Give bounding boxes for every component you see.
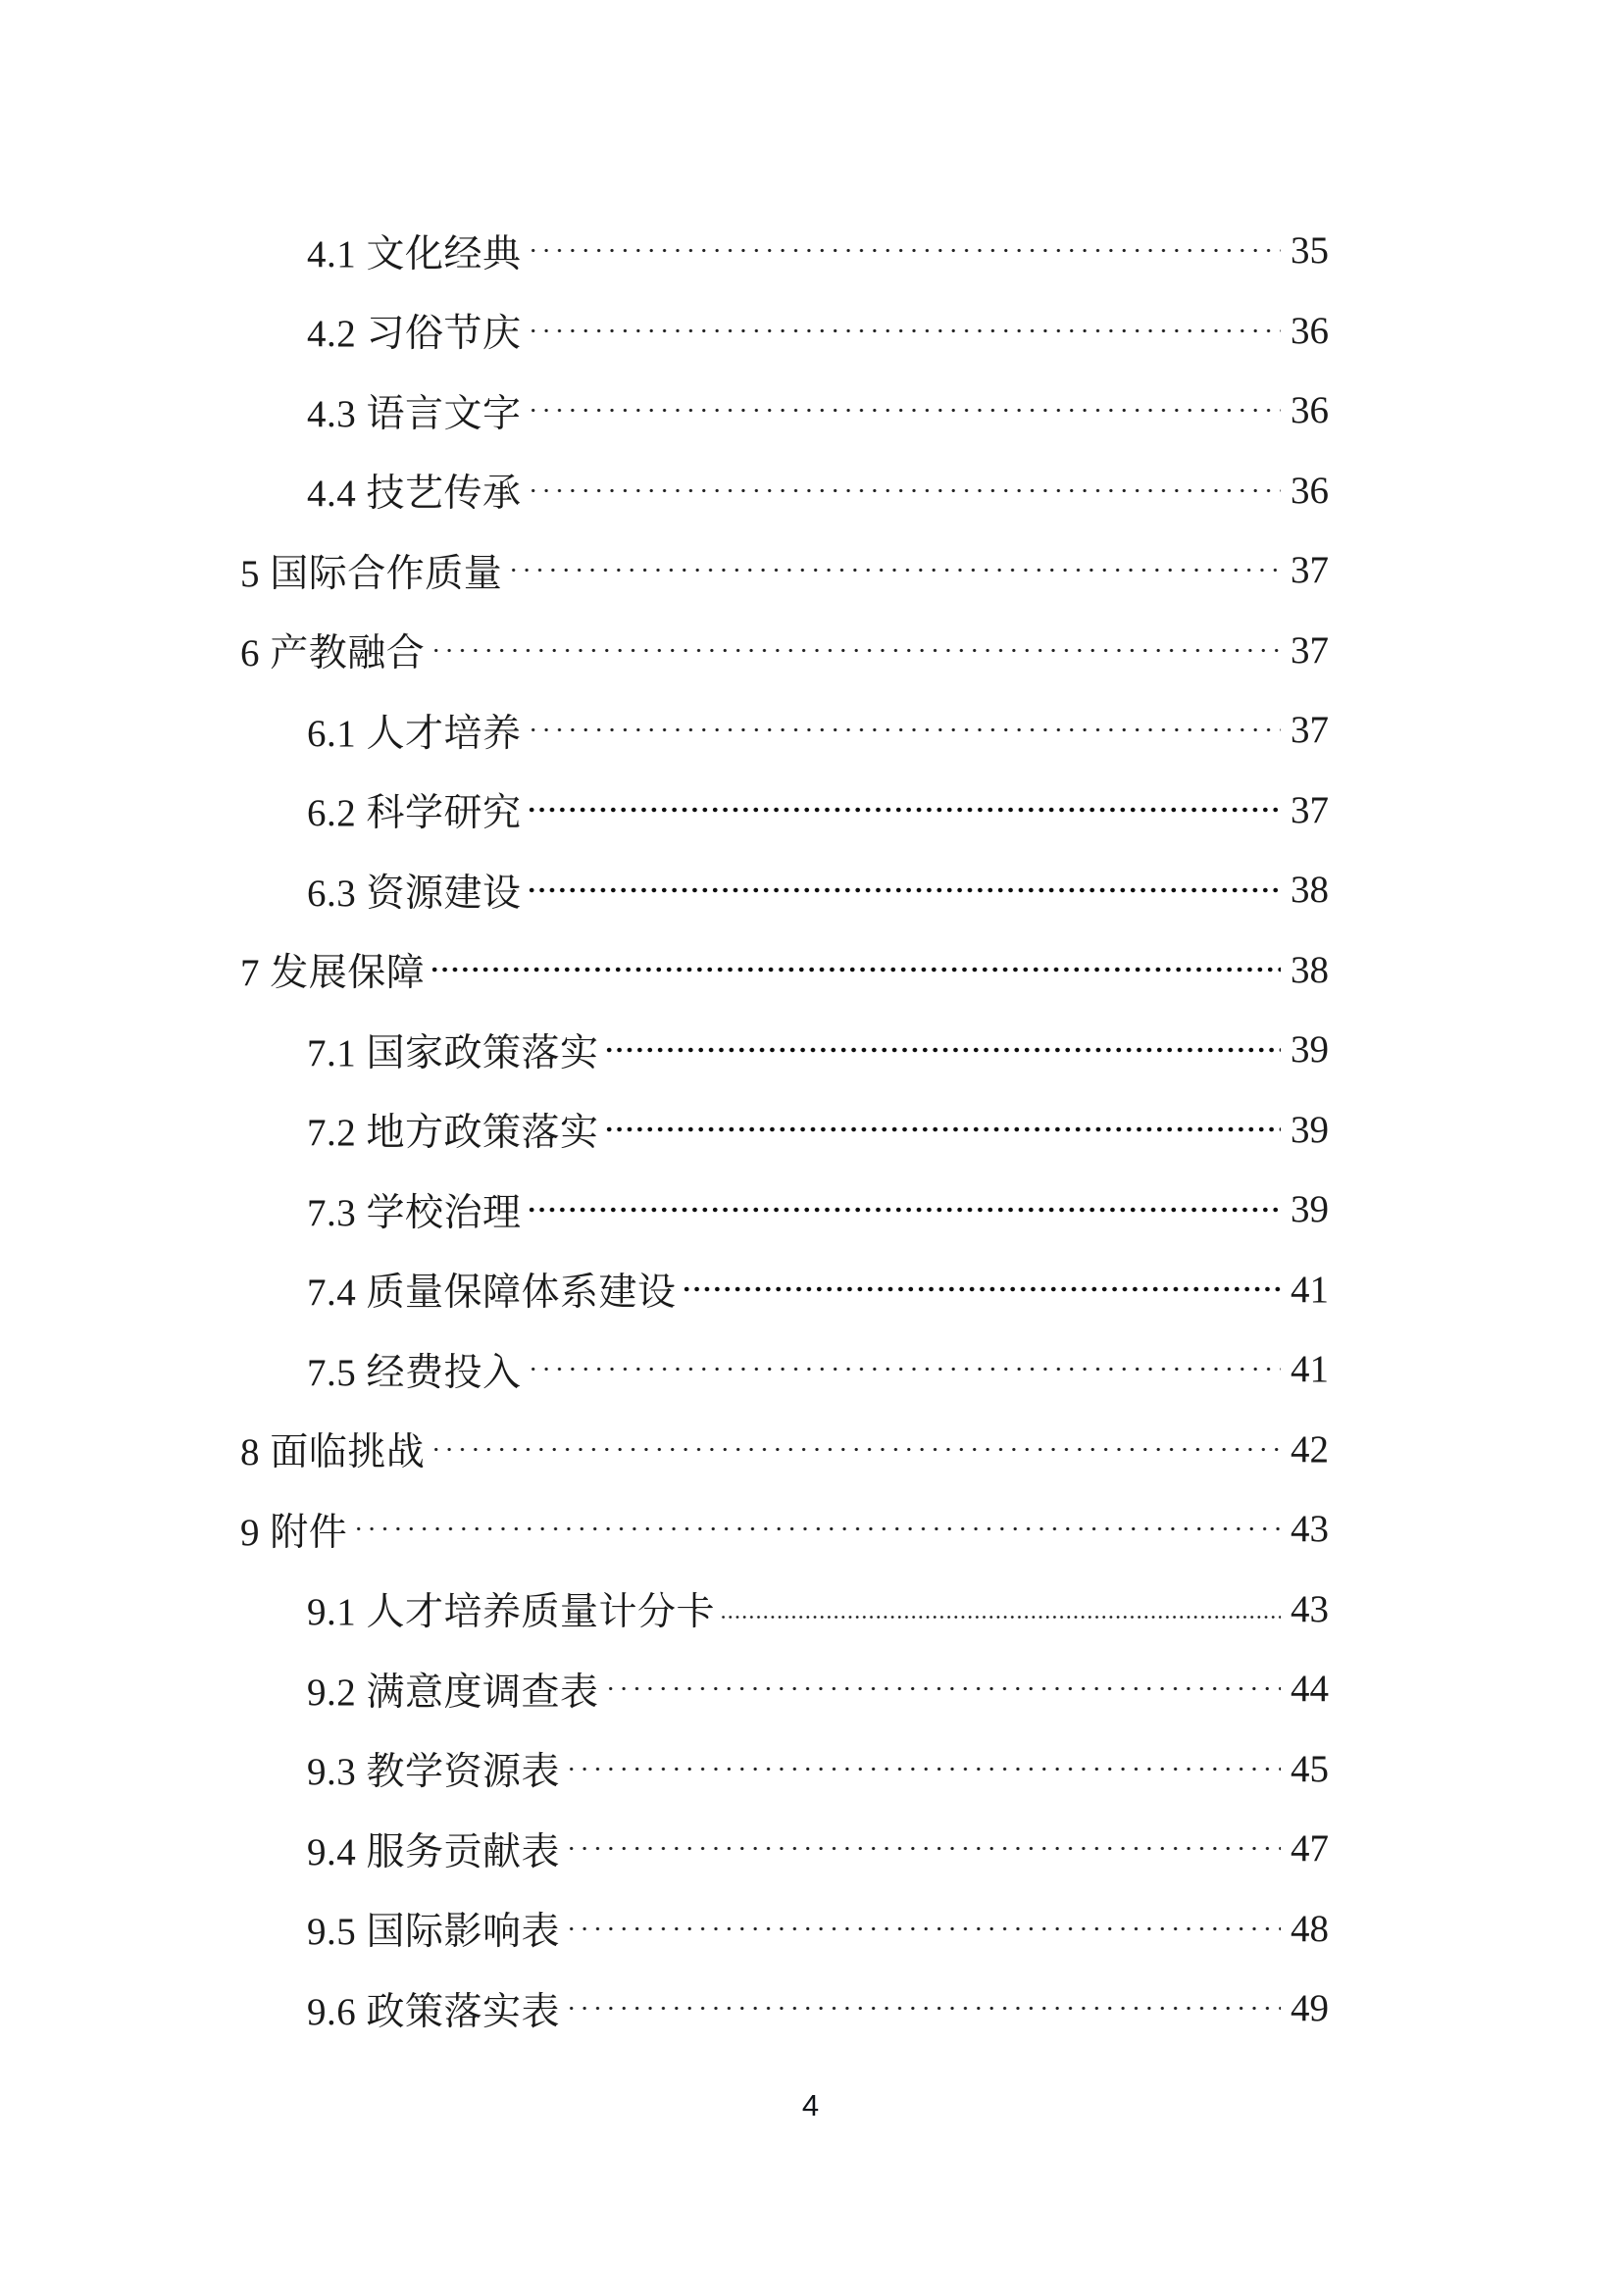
dot-leader [527,1329,1281,1410]
toc-entry-label: 7.1 国家政策落实 [307,1031,599,1074]
toc-entry-page: 43 [1291,1587,1329,1630]
toc-entry-page: 45 [1291,1747,1329,1790]
toc-entry-page: 35 [1291,229,1329,273]
toc-entry-label: 6 产教融合 [240,632,426,675]
dot-leader [430,611,1281,691]
toc-entry-label: 9.4 服务贡献表 [307,1830,561,1873]
toc-entry [240,451,1329,531]
toc-entry [240,371,1329,451]
toc-entry [240,1329,1329,1410]
toc-entry-label: 4.1 文化经典 [307,232,522,275]
toc-entry-page: 38 [1291,948,1329,991]
toc-entry-page: 41 [1291,1348,1329,1391]
dot-leader [565,1729,1281,1810]
dot-leader [430,1410,1281,1490]
dot-leader [604,1090,1281,1171]
dot-leader [507,530,1281,611]
toc-entry-page: 41 [1291,1268,1329,1311]
toc-entry-label: 9.3 教学资源表 [307,1751,561,1794]
toc-entry-page: 49 [1291,1987,1329,2030]
toc-entry [240,1570,1329,1650]
toc-entry [240,1889,1329,1970]
toc-entry-page: 39 [1291,1188,1329,1231]
toc-entry-label: 7.5 经费投入 [307,1351,522,1394]
toc-entry-label: 9.5 国际影响表 [307,1911,561,1954]
toc-entry-page: 37 [1291,788,1329,831]
toc-entry [240,530,1329,611]
dot-leader [565,1969,1281,2049]
toc-entry [240,1090,1329,1171]
toc-entry-page: 44 [1291,1668,1329,1711]
toc-entry-label: 7.2 地方政策落实 [307,1112,599,1155]
toc-entry [240,611,1329,691]
toc-entry-page: 48 [1291,1907,1329,1950]
toc-entry [240,1969,1329,2049]
toc-entry-page: 39 [1291,1028,1329,1072]
toc-entry-page: 43 [1291,1508,1329,1551]
toc-entry [240,1649,1329,1729]
toc-entry-page: 36 [1291,309,1329,352]
toc-entry [240,1170,1329,1250]
toc-entry-label: 6.1 人才培养 [307,712,522,755]
toc-entry [240,291,1329,372]
toc-entry-label: 7 发展保障 [240,952,426,995]
toc-entry-page: 36 [1291,469,1329,512]
dot-leader [604,1649,1281,1729]
toc-entry-page: 39 [1291,1108,1329,1151]
toc-entry-label: 4.3 语言文字 [307,392,522,435]
toc-entry-page: 37 [1291,709,1329,752]
toc-entry [240,1489,1329,1570]
toc-entry [240,930,1329,1011]
dot-leader [527,371,1281,451]
toc-entry-label: 9 附件 [240,1511,348,1554]
toc-entry-page: 42 [1291,1427,1329,1471]
toc-entry-label: 6.3 资源建设 [307,872,522,915]
dot-leader [565,1809,1281,1889]
toc-entry-page: 38 [1291,869,1329,912]
toc-entry-label: 7.4 质量保障体系建设 [307,1272,677,1315]
toc-entry-page: 36 [1291,389,1329,432]
dot-leader [527,771,1281,851]
toc-entry-label: 8 面临挑战 [240,1431,426,1474]
dot-leader [527,850,1281,930]
toc-entry-label: 9.1 人才培养质量计分卡 [307,1591,716,1634]
toc-entry [240,1410,1329,1490]
page-number: 4 [801,2088,820,2122]
toc-entry-label: 6.2 科学研究 [307,792,522,835]
toc-entry-label: 7.3 学校治理 [307,1191,522,1234]
toc-entry [240,1010,1329,1090]
toc-entry-label: 9.2 满意度调查表 [307,1671,599,1714]
toc-entry [240,690,1329,771]
toc-entry [240,1729,1329,1810]
dot-leader [527,291,1281,372]
toc-entry-page: 37 [1291,549,1329,592]
dot-leader [720,1570,1281,1650]
dot-leader [604,1010,1281,1090]
dot-leader [527,1170,1281,1250]
toc-entry [240,771,1329,851]
dot-leader [430,930,1281,1011]
dot-leader [565,1889,1281,1970]
toc-entry [240,1250,1329,1330]
toc-entry-page: 47 [1291,1827,1329,1871]
dot-leader [527,690,1281,771]
toc-entry-label: 4.4 技艺传承 [307,473,522,516]
dot-leader [352,1489,1281,1570]
toc-entry [240,1809,1329,1889]
dot-leader [682,1250,1281,1330]
toc-entry [240,850,1329,930]
toc-entry-label: 4.2 习俗节庆 [307,313,522,356]
dot-leader [527,451,1281,531]
table-of-contents [240,211,1329,2049]
toc-entry [240,211,1329,291]
toc-entry-page: 37 [1291,628,1329,672]
dot-leader [527,211,1281,291]
toc-entry-label: 5 国际合作质量 [240,552,503,595]
toc-entry-label: 9.6 政策落实表 [307,1990,561,2033]
